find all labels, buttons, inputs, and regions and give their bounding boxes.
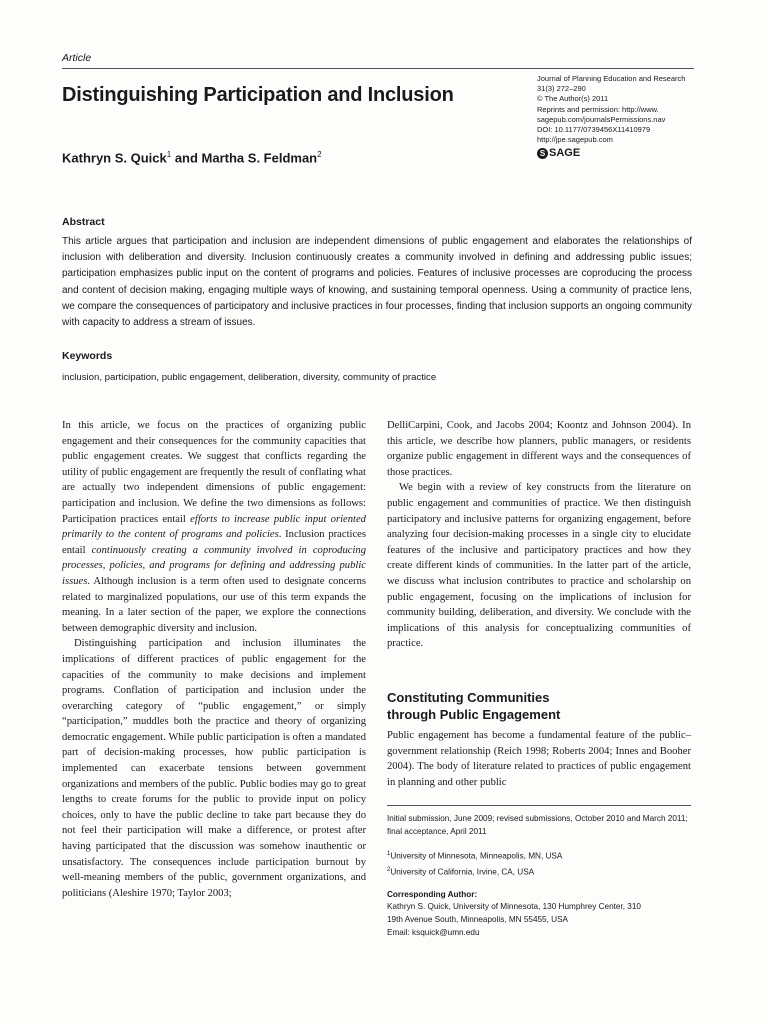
corresponding-heading: Corresponding Author: (387, 889, 478, 899)
body-paragraph: Distinguishing participation and inclusion illuminates the implications of different practices of public engagement for the capacities of the community to make decisions and implement programs. Conflation of participation and inclusion under the overarching category of “public engagement,” or simply “participation,” muddles both the practice and theory of organizing democratic engagement. While public participation is often a mandated part of decision-making processes, how public participation is implemented can exacerbate tensions between government organizations and members of the public. Public bodies may go to great lengths to create forums for the public to provide input on policy choices, only to have the public decline to take part because they do not feel their participation will make a difference, or protest after having participated that the discussion was somehow inauthentic or unsatisfactory. The consequences include participation burnout by well-meaning members of the public, government organizations, and politicians (Aleshire 1970; Taylor 2003; (62, 638, 367, 899)
corresponding-address: 19th Avenue South, Minneapolis, MN 55455, USA (387, 915, 568, 925)
body-paragraph: We begin with a review of key constructs from the literature on public engagement and communities of practice. We then distinguish participatory and inclusive patterns for organizing engagement, before analyzing four decision-making processes in a single city to elucidate features of the inclusive and participatory practices and how they create different kinds of communities. In the latter part of the article, we discuss what inclusion contributes to practice and scholarship on public engagement, focusing on the implications of inclusion for community building, deliberation, and diversity. We conclude with the implications of this analysis for conceptualizing communities of practice. (387, 482, 691, 650)
affiliation (387, 864, 691, 879)
article-title: Distinguishing Participation and Inclusion (62, 84, 454, 106)
affiliation (387, 848, 691, 863)
affiliation-marker: 1 (166, 150, 172, 159)
keywords-list: inclusion, participation, public engagement, deliberation, diversity, community of practice (62, 372, 437, 383)
sage-logo-icon: S (537, 148, 548, 159)
publisher-name: SAGE (549, 147, 581, 160)
corresponding-address: Kathryn S. Quick, University of Minnesota, 130 Humphrey Center, 310 (387, 902, 641, 912)
permissions-link[interactable]: sagepub.com/journalsPermissions.nav (537, 114, 666, 124)
header-rule (62, 68, 694, 69)
definition-participation: efforts to increase public input oriented primarily to the content of programs and policies (62, 513, 366, 541)
journal-url[interactable]: http://jpe.sagepub.com (537, 135, 613, 145)
journal-info (537, 74, 707, 159)
publisher-logo (537, 147, 707, 159)
body-paragraph (62, 418, 366, 636)
body-column-left (62, 418, 366, 901)
author-line (62, 150, 322, 165)
section-heading-line: Constituting Communities (387, 690, 550, 705)
section-paragraph: Public engagement has become a fundamental feature of the public–government relationship (Reich 1998; Roberts 2004; Innes and Booher 2004). The body of literature related to practices of public engagement in planning and other public (387, 730, 691, 788)
affiliation-marker: 2 (317, 150, 322, 159)
section-heading-line: through Public Engagement (387, 707, 561, 722)
journal-name: Journal of Planning Education and Research (537, 74, 686, 83)
corresponding-email[interactable]: Email: ksquick@umn.edu (387, 927, 480, 937)
affiliation-text: University of Minnesota, Minneapolis, MN, USA (390, 851, 563, 861)
footnote-rule (387, 805, 691, 806)
author-name: Kathryn S. Quick (62, 150, 167, 166)
text-run: . Inclusion practices entail (62, 529, 366, 556)
author-name: Martha S. Feldman (201, 150, 318, 166)
submission-dates: Initial submission, June 2009; revised submissions, October 2010 and March 2011; final acceptance, April 2011 (387, 814, 688, 836)
article-type-label: Article (62, 52, 92, 64)
journal-volume: 31(3) 272–290 (537, 84, 586, 94)
author-joiner: and (171, 150, 202, 166)
abstract-heading: Abstract (62, 216, 105, 228)
definition-inclusion: continuously creating a community involved in coproducing processes, policies, and programs for defining and addressing public issues (62, 544, 367, 587)
section-heading (387, 689, 691, 723)
reprints-line[interactable]: Reprints and permission: http://www. (537, 104, 659, 114)
keywords-heading: Keywords (62, 350, 113, 362)
affiliation-text: University of California, Irvine, CA, USA (390, 867, 535, 877)
affiliation-marker: 1 (387, 851, 391, 858)
body-column-right (387, 418, 691, 652)
copyright: © The Author(s) 2011 (537, 94, 609, 104)
doi[interactable]: DOI: 10.1177/0739456X11410979 (537, 125, 651, 135)
abstract-text: This article argues that participation and inclusion are independent dimensions of public engagement and elaborates the relationships of inclusion with deliberation and diversity. Inclusion continuously creates a community involved in defining and addressing public issues; participation emphasizes public input on the content of programs and policies. Features of inclusive processes are coproducing the process and content of decision making, engaging multiple ways of knowing, and sustaining temporal openness. Using a community of practice lens, we compare the consequences of participatory and inclusive practices in four processes, finding that inclusion supports an ongoing community with capacity to address a stream of issues. (62, 236, 692, 329)
text-run: In this article, we focus on the practices of organizing public engagement and their consequences for the community capacities that public engagement creates. We suggest that conflicts regarding the utility of public engagement are frequently the result of conflating what are actually two independent dimensions of public engagement: participation and inclusion. We define the two dimensions as follows: Participation practices entail (62, 420, 366, 525)
affiliation-marker: 2 (387, 866, 391, 873)
footnotes (387, 813, 691, 939)
body-paragraph: DelliCarpini, Cook, and Jacobs 2004; Koontz and Johnson 2004). In this article, we describe how planners, public managers, or residents organize public engagement in different ways and the consequences of those practices. (387, 420, 691, 478)
text-run: . Although inclusion is a term often used to designate concerns related to marginalized populations, our use of this term expands the meaning. In a later section of the paper, we explore the connections between demographic diversity and inclusion. (62, 575, 366, 634)
